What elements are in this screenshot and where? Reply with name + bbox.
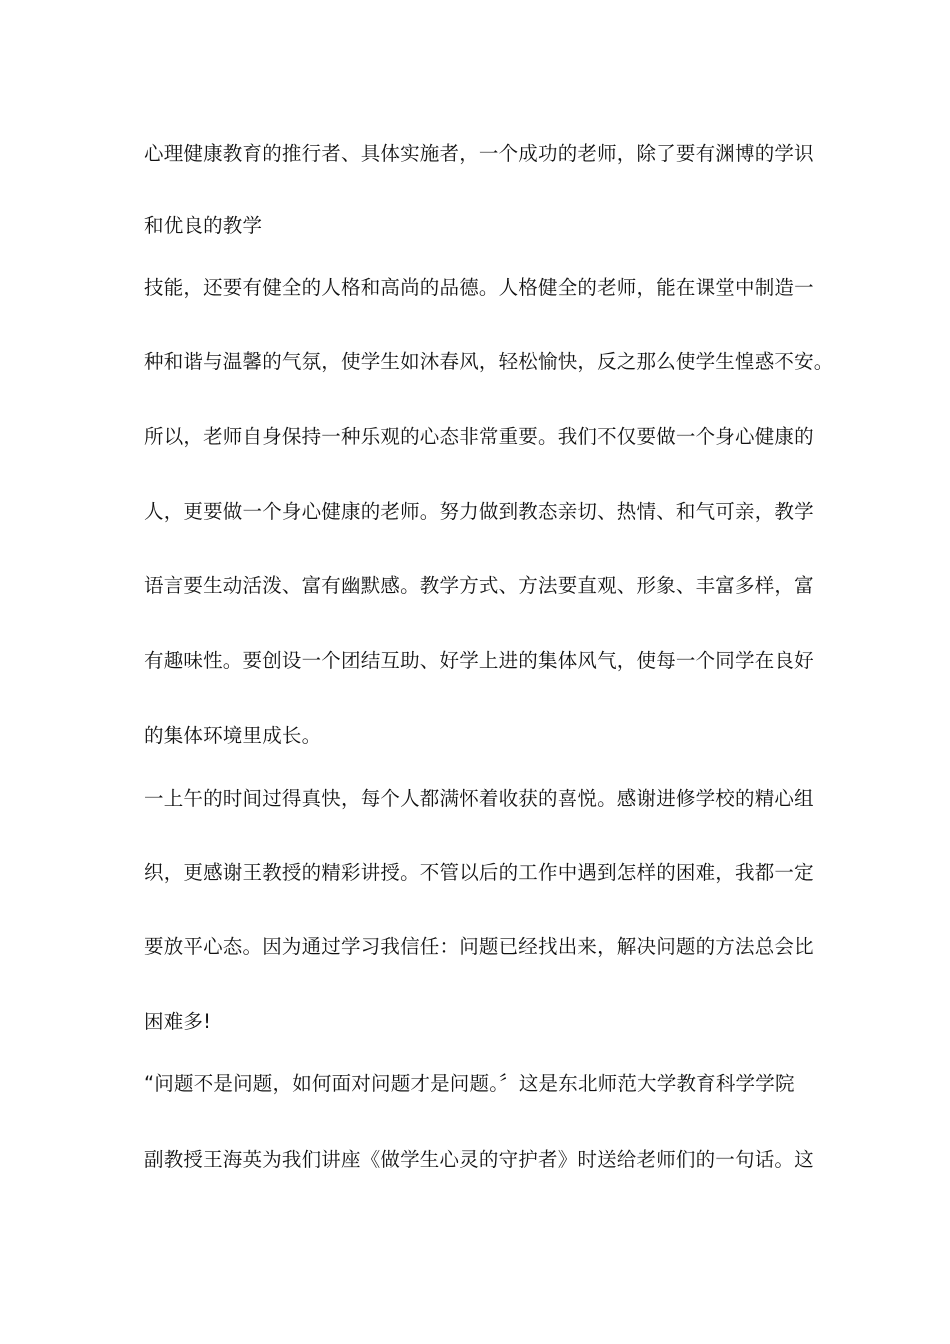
text-line: 种和谐与温馨的气氛，使学生如沐春风，轻松愉快，反之那么使学生惶惑不安。 [144,350,834,373]
text-line: 和优良的教学 [144,214,263,237]
text-line: 一上午的时间过得真快，每个人都满怀着收获的喜悦。感谢进修学校的精心组 [144,787,814,810]
text-line: “问题不是问题，如何面对问题才是问题。〞这是东北师范大学教育科学学院 [144,1072,795,1095]
text-line: 要放平心态。因为通过学习我信任：问题已经找出来，解决问题的方法总会比 [144,935,814,958]
text-line: 副教授王海英为我们讲座《做学生心灵的守护者》时送给老师们的一句话。这 [144,1148,814,1171]
text-line: 织，更感谢王教授的精彩讲授。不管以后的工作中遇到怎样的困难，我都一定 [144,861,814,884]
text-line: 技能，还要有健全的人格和高尚的品德。人格健全的老师，能在课堂中制造一 [144,276,814,299]
text-line: 人，更要做一个身心健康的老师。努力做到教态亲切、热情、和气可亲，教学 [144,500,814,523]
text-line: 的集体环境里成长。 [144,724,322,747]
text-line: 语言要生动活泼、富有幽默感。教学方式、方法要直观、形象、丰富多样，富 [144,574,814,597]
text-line: 有趣味性。要创设一个团结互助、好学上进的集体风气，使每一个同学在良好 [144,649,814,672]
text-line: 困难多! [144,1010,212,1033]
text-line: 心理健康教育的推行者、具体实施者，一个成功的老师，除了要有渊博的学识 [144,142,814,165]
text-line: 所以，老师自身保持一种乐观的心态非常重要。我们不仅要做一个身心健康的 [144,425,814,448]
